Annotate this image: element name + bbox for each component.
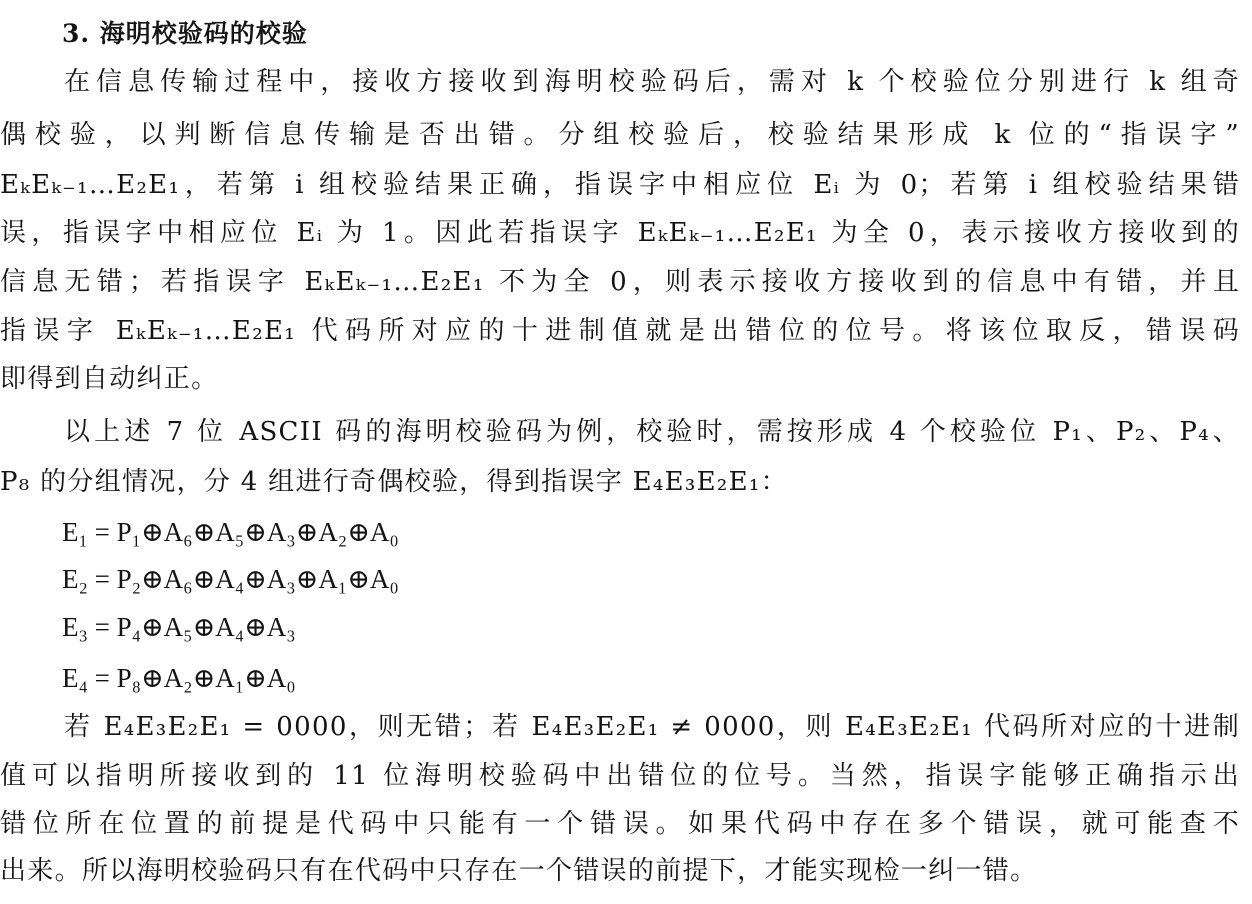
- formula-e1: E₁ = P₁⊕A₆⊕A₅⊕A₃⊕A₂⊕A₀: [62, 517, 399, 547]
- formula-e4: E₄ = P₈⊕A₂⊕A₁⊕A₀: [62, 663, 296, 693]
- paragraph1-line7: 即得到自动纠正。: [0, 364, 219, 394]
- paragraph2-line1: 以上述 7 位 ASCII 码的海明校验码为例，校验时，需按形成 4 个校验位 P₁、P₂、P₄、: [64, 417, 1240, 447]
- paragraph3-line1: 若 E₄E₃E₂E₁ = 0000，则无错；若 E₄E₃E₂E₁ ≠ 0000，则 E₄E₃E₂E₁ 代码所对应的十进制: [64, 712, 1240, 742]
- paragraph1-line2: 偶校验，以判断信息传输是否出错。分组校验后，校验结果形成 k 位的“指误字”: [0, 120, 1240, 150]
- paragraph2-line2: P₈ 的分组情况，分 4 组进行奇偶校验，得到指误字 E₄E₃E₂E₁：: [0, 467, 788, 497]
- paragraph1-line5: 信息无错；若指误字 EₖEₖ₋₁…E₂E₁ 不为全 0，则表示接收方接收到的信息中有错，并且: [0, 267, 1240, 297]
- paragraph1-line1: 在信息传输过程中，接收方接收到海明校验码后，需对 k 个校验位分别进行 k 组奇: [64, 67, 1240, 97]
- paragraph3-line4: 出来。所以海明校验码只有在代码中只存在一个错误的前提下，才能实现检一纠一错。: [0, 856, 1038, 886]
- paragraph1-line4: 误，指误字中相应位 Eᵢ 为 1。因此若指误字 EₖEₖ₋₁…E₂E₁ 为全 0，表示接收方接收到的: [0, 218, 1240, 248]
- paragraph1-line3: EₖEₖ₋₁…E₂E₁，若第 i 组校验结果正确，指误字中相应位 Eᵢ 为 0；若第 i 组校验结果错: [0, 170, 1240, 200]
- paragraph3-line2: 值可以指明所接收到的 11 位海明校验码中出错位的位号。当然，指误字能够正确指示出: [0, 761, 1240, 791]
- formula-e2: E₂ = P₂⊕A₆⊕A₄⊕A₃⊕A₁⊕A₀: [62, 564, 399, 594]
- paragraph1-line6: 指误字 EₖEₖ₋₁…E₂E₁ 代码所对应的十进制值就是出错位的位号。将该位取反，错误码: [0, 316, 1240, 346]
- formula-e3: E₃ = P₄⊕A₅⊕A₄⊕A₃: [62, 612, 296, 642]
- section-heading: 3. 海明校验码的校验: [62, 19, 308, 48]
- paragraph3-line3: 错位所在位置的前提是代码中只能有一个错误。如果代码中存在多个错误，就可能查不: [0, 809, 1240, 839]
